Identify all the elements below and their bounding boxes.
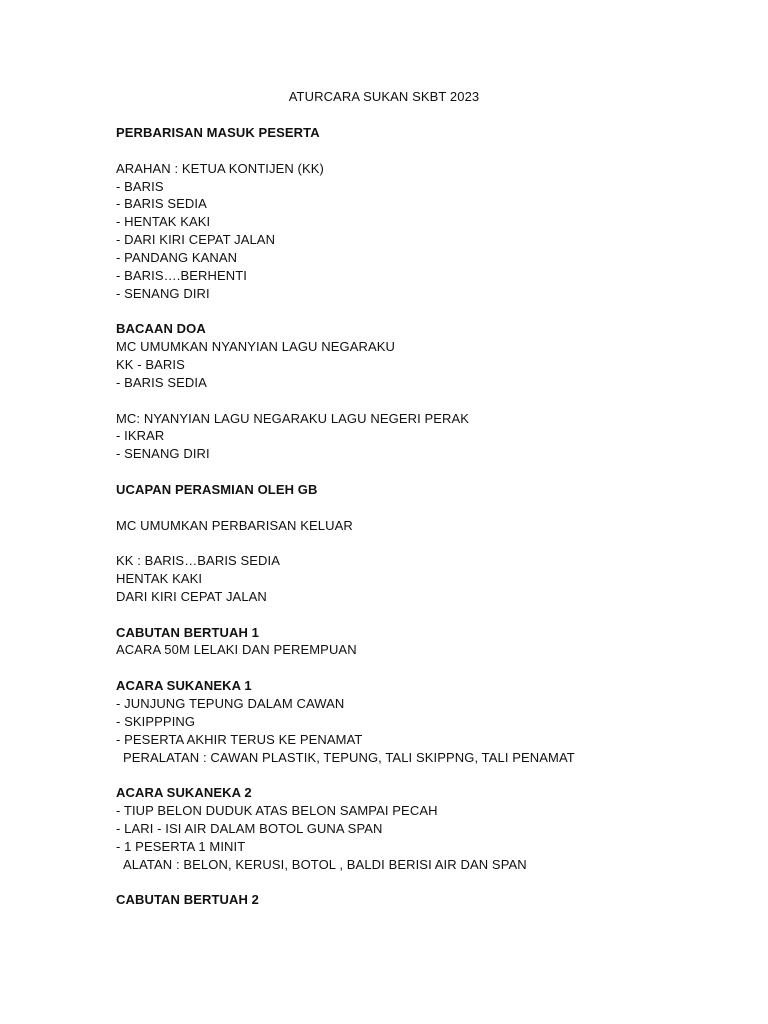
list-item: - BARIS: [116, 178, 164, 194]
list-item: - IKRAR: [116, 428, 165, 444]
section-heading-cabutan-1: CABUTAN BERTUAH 1: [116, 624, 260, 640]
list-item: - BARIS SEDIA: [116, 196, 207, 212]
spacer: [116, 463, 736, 481]
arahan-line: ARAHAN : KETUA KONTIJEN (KK): [116, 160, 324, 176]
list-item: ACARA 50M LELAKI DAN PEREMPUAN: [116, 642, 357, 658]
list-item: - PESERTA AKHIR TERUS KE PENAMAT: [116, 731, 363, 747]
spacer: [116, 142, 736, 160]
list-item: MC: NYANYIAN LAGU NEGARAKU LAGU NEGERI PERAK: [116, 410, 470, 426]
list-item: HENTAK KAKI: [116, 571, 203, 587]
list-item: MC UMUMKAN PERBARISAN KELUAR: [116, 517, 353, 533]
list-item: KK : BARIS…BARIS SEDIA: [116, 553, 281, 569]
list-item: - TIUP BELON DUDUK ATAS BELON SAMPAI PECAH: [116, 803, 438, 819]
spacer: [116, 302, 736, 320]
list-item: - SENANG DIRI: [116, 446, 210, 462]
list-item: - SENANG DIRI: [116, 285, 210, 301]
equipment-line: PERALATAN : CAWAN PLASTIK, TEPUNG, TALI SKIPPNG, TALI PENAMAT: [123, 749, 575, 765]
list-item: DARI KIRI CEPAT JALAN: [116, 588, 267, 604]
document-title: ATURCARA SUKAN SKBT 2023: [288, 89, 480, 104]
list-item: - BARIS SEDIA: [116, 374, 207, 390]
spacer: [116, 659, 736, 677]
spacer: [116, 499, 736, 517]
section-heading-cabutan-2: CABUTAN BERTUAH 2: [116, 892, 260, 908]
list-item: - BARIS….BERHENTI: [116, 267, 247, 283]
list-item: - HENTAK KAKI: [116, 214, 211, 230]
list-item: - 1 PESERTA 1 MINIT: [116, 838, 246, 854]
spacer: [116, 766, 736, 784]
spacer: [116, 606, 736, 624]
spacer: [116, 392, 736, 410]
list-item: - SKIPPPING: [116, 713, 196, 729]
document-body: [116, 124, 736, 909]
list-item: - LARI - ISI AIR DALAM BOTOL GUNA SPAN: [116, 820, 383, 836]
equipment-line: ALATAN : BELON, KERUSI, BOTOL , BALDI BERISI AIR DAN SPAN: [123, 856, 527, 872]
list-item: - PANDANG KANAN: [116, 249, 238, 265]
list-item: KK - BARIS: [116, 356, 185, 372]
list-item: MC UMUMKAN NYANYIAN LAGU NEGARAKU: [116, 339, 395, 355]
section-heading-perbarisan-masuk: PERBARISAN MASUK PESERTA: [116, 125, 320, 140]
spacer: [116, 534, 736, 552]
spacer: [116, 873, 736, 891]
section-heading-sukaneka-1: ACARA SUKANEKA 1: [116, 678, 252, 694]
section-heading-sukaneka-2: ACARA SUKANEKA 2: [116, 785, 252, 801]
list-item: - JUNJUNG TEPUNG DALAM CAWAN: [116, 696, 345, 711]
section-heading-ucapan: UCAPAN PERASMIAN OLEH GB: [116, 481, 318, 497]
list-item: - DARI KIRI CEPAT JALAN: [116, 232, 276, 248]
section-heading-bacaan-doa: BACAAN DOA: [116, 321, 206, 337]
